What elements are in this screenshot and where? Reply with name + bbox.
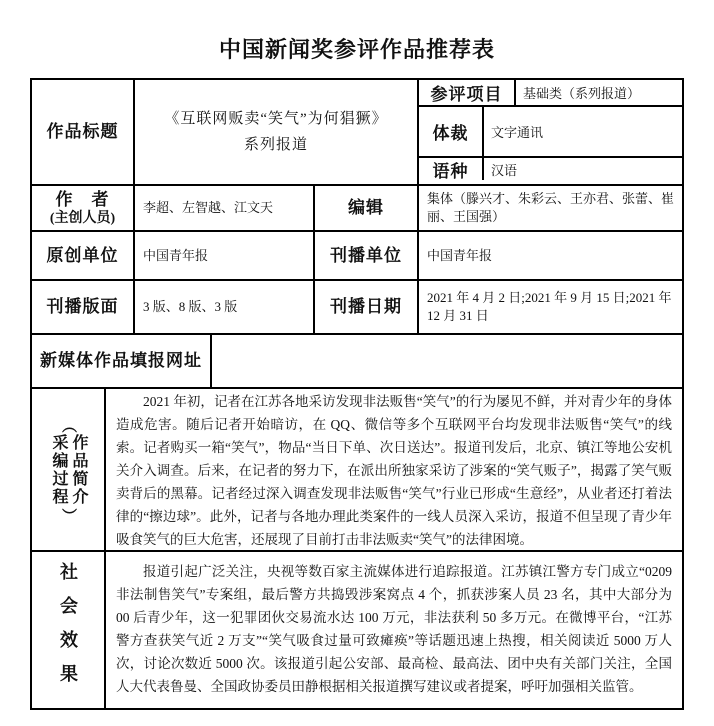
row-author-editor [32,184,682,230]
intro-text: 2021 年初，记者在江苏各地采访发现非法贩售“笑气”的行为屡见不鲜，并对青少年的身体造成危害。随后记者开始暗访，在 QQ、微信等多个互联网平台均发现非法贩售“笑气”的线索。记者购买一箱“笑气”，物品“当日下单、次日送达”。报道刊发后，北京、镇江等地公安机关介入调查。后来，在记者的努力下，在派出所独家采访了涉案的“笑气贩子”，揭露了笑气贩卖背后的黑幕。记者经过深入调查发现非法贩售“笑气”行业已形成“生意经”，从业者还打着法律的“擦边球”。此外，记者与各地办理此类案件的一线人员深入采访，报道不但呈现了青少年吸食笑气的巨大危害，还展现了目前打击非法贩卖“笑气”的法律困境。 [116,394,672,547]
row-genre [419,105,682,156]
publish-page-label: 刊播版面 [46,297,119,317]
author-label-line2: (主创人员) [49,210,116,226]
language-value: 汉语 [482,158,682,180]
publish-page-value: 3 版、8 版、3 版 [133,281,313,333]
work-title-line1: 《互联网贩卖“笑气”为何猖獗》 [164,111,388,127]
editor-label: 编辑 [313,186,417,230]
editor-value: 集体（滕兴才、朱彩云、王亦君、张蕾、崔丽、王国强） [417,186,682,230]
social-effect-text: 报道引起广泛关注，央视等数百家主流媒体进行追踪报道。江苏镇江警方专门成立“0209 非法制售笑气”专案组，最后警方共捣毁涉案窝点 4 个，抓获涉案人员 23 名，其中大部分为 00 后青少年，这一犯罪团伙交易流水达 100 万元，非法获利 50 多万元。在微博平台，“江苏警方查获笑气近 2 万支”“笑气吸食过量可致瘫痪”等话题迅速上热搜，相关阅读近 5000 万人次，讨论次数近 5000 次。该报道引起公安部、最高检、最高法、团中央有关部门关注，全国人大代表鲁曼、全国政协委员田静根据相关报道撰写建议或者提案，呼吁加强相关监管。 [116,564,672,694]
category-block [417,80,682,184]
publish-unit-value: 中国青年报 [417,232,682,279]
intro-paren-open: （ [60,417,76,433]
intro-paren-close: ） [60,507,76,523]
genre-label: 体裁 [432,124,469,143]
social-effect-content [104,552,682,708]
row-language [419,156,682,180]
intro-label-columns [49,434,87,506]
intro-label-main: 作品简介 [70,433,87,506]
work-title-line2: 系列报道 [243,137,308,153]
original-unit-label: 原创单位 [46,245,119,265]
author-value: 李超、左智越、江文天 [133,186,313,230]
author-label-line1: 作 者 [55,189,110,209]
publish-date-label: 刊播日期 [313,281,417,333]
recommendation-form-table [30,78,684,710]
genre-value: 文字通讯 [482,107,682,156]
row-page-date [32,279,682,333]
page-title: 中国新闻奖参评作品推荐表 [218,37,495,62]
new-media-url-label: 新媒体作品填报网址 [40,351,202,371]
social-effect-label [32,552,104,708]
publish-date-value: 2021 年 4 月 2 日;2021 年 9 月 15 日;2021 年 12 月 31 日 [417,281,682,333]
entry-category-value: 基础类（系列报道） [514,80,682,105]
new-media-url-value [210,335,682,387]
intro-label-process: 采编过程 [50,433,67,506]
row-work-title [32,80,682,184]
row-new-media-url [32,333,682,387]
entry-category-label: 参评项目 [430,85,503,104]
row-entry-category [419,80,682,105]
row-intro [32,387,682,550]
author-label [32,186,133,230]
work-title-value [133,80,417,184]
row-units [32,230,682,279]
intro-content [104,389,682,550]
social-effect-label-text: 社会效果 [58,562,78,698]
intro-label [32,389,104,550]
work-title-label: 作品标题 [46,122,119,142]
row-social-effect [32,550,682,708]
publish-unit-label: 刊播单位 [313,232,417,279]
language-label: 语种 [432,161,469,181]
original-unit-value: 中国青年报 [133,232,313,279]
